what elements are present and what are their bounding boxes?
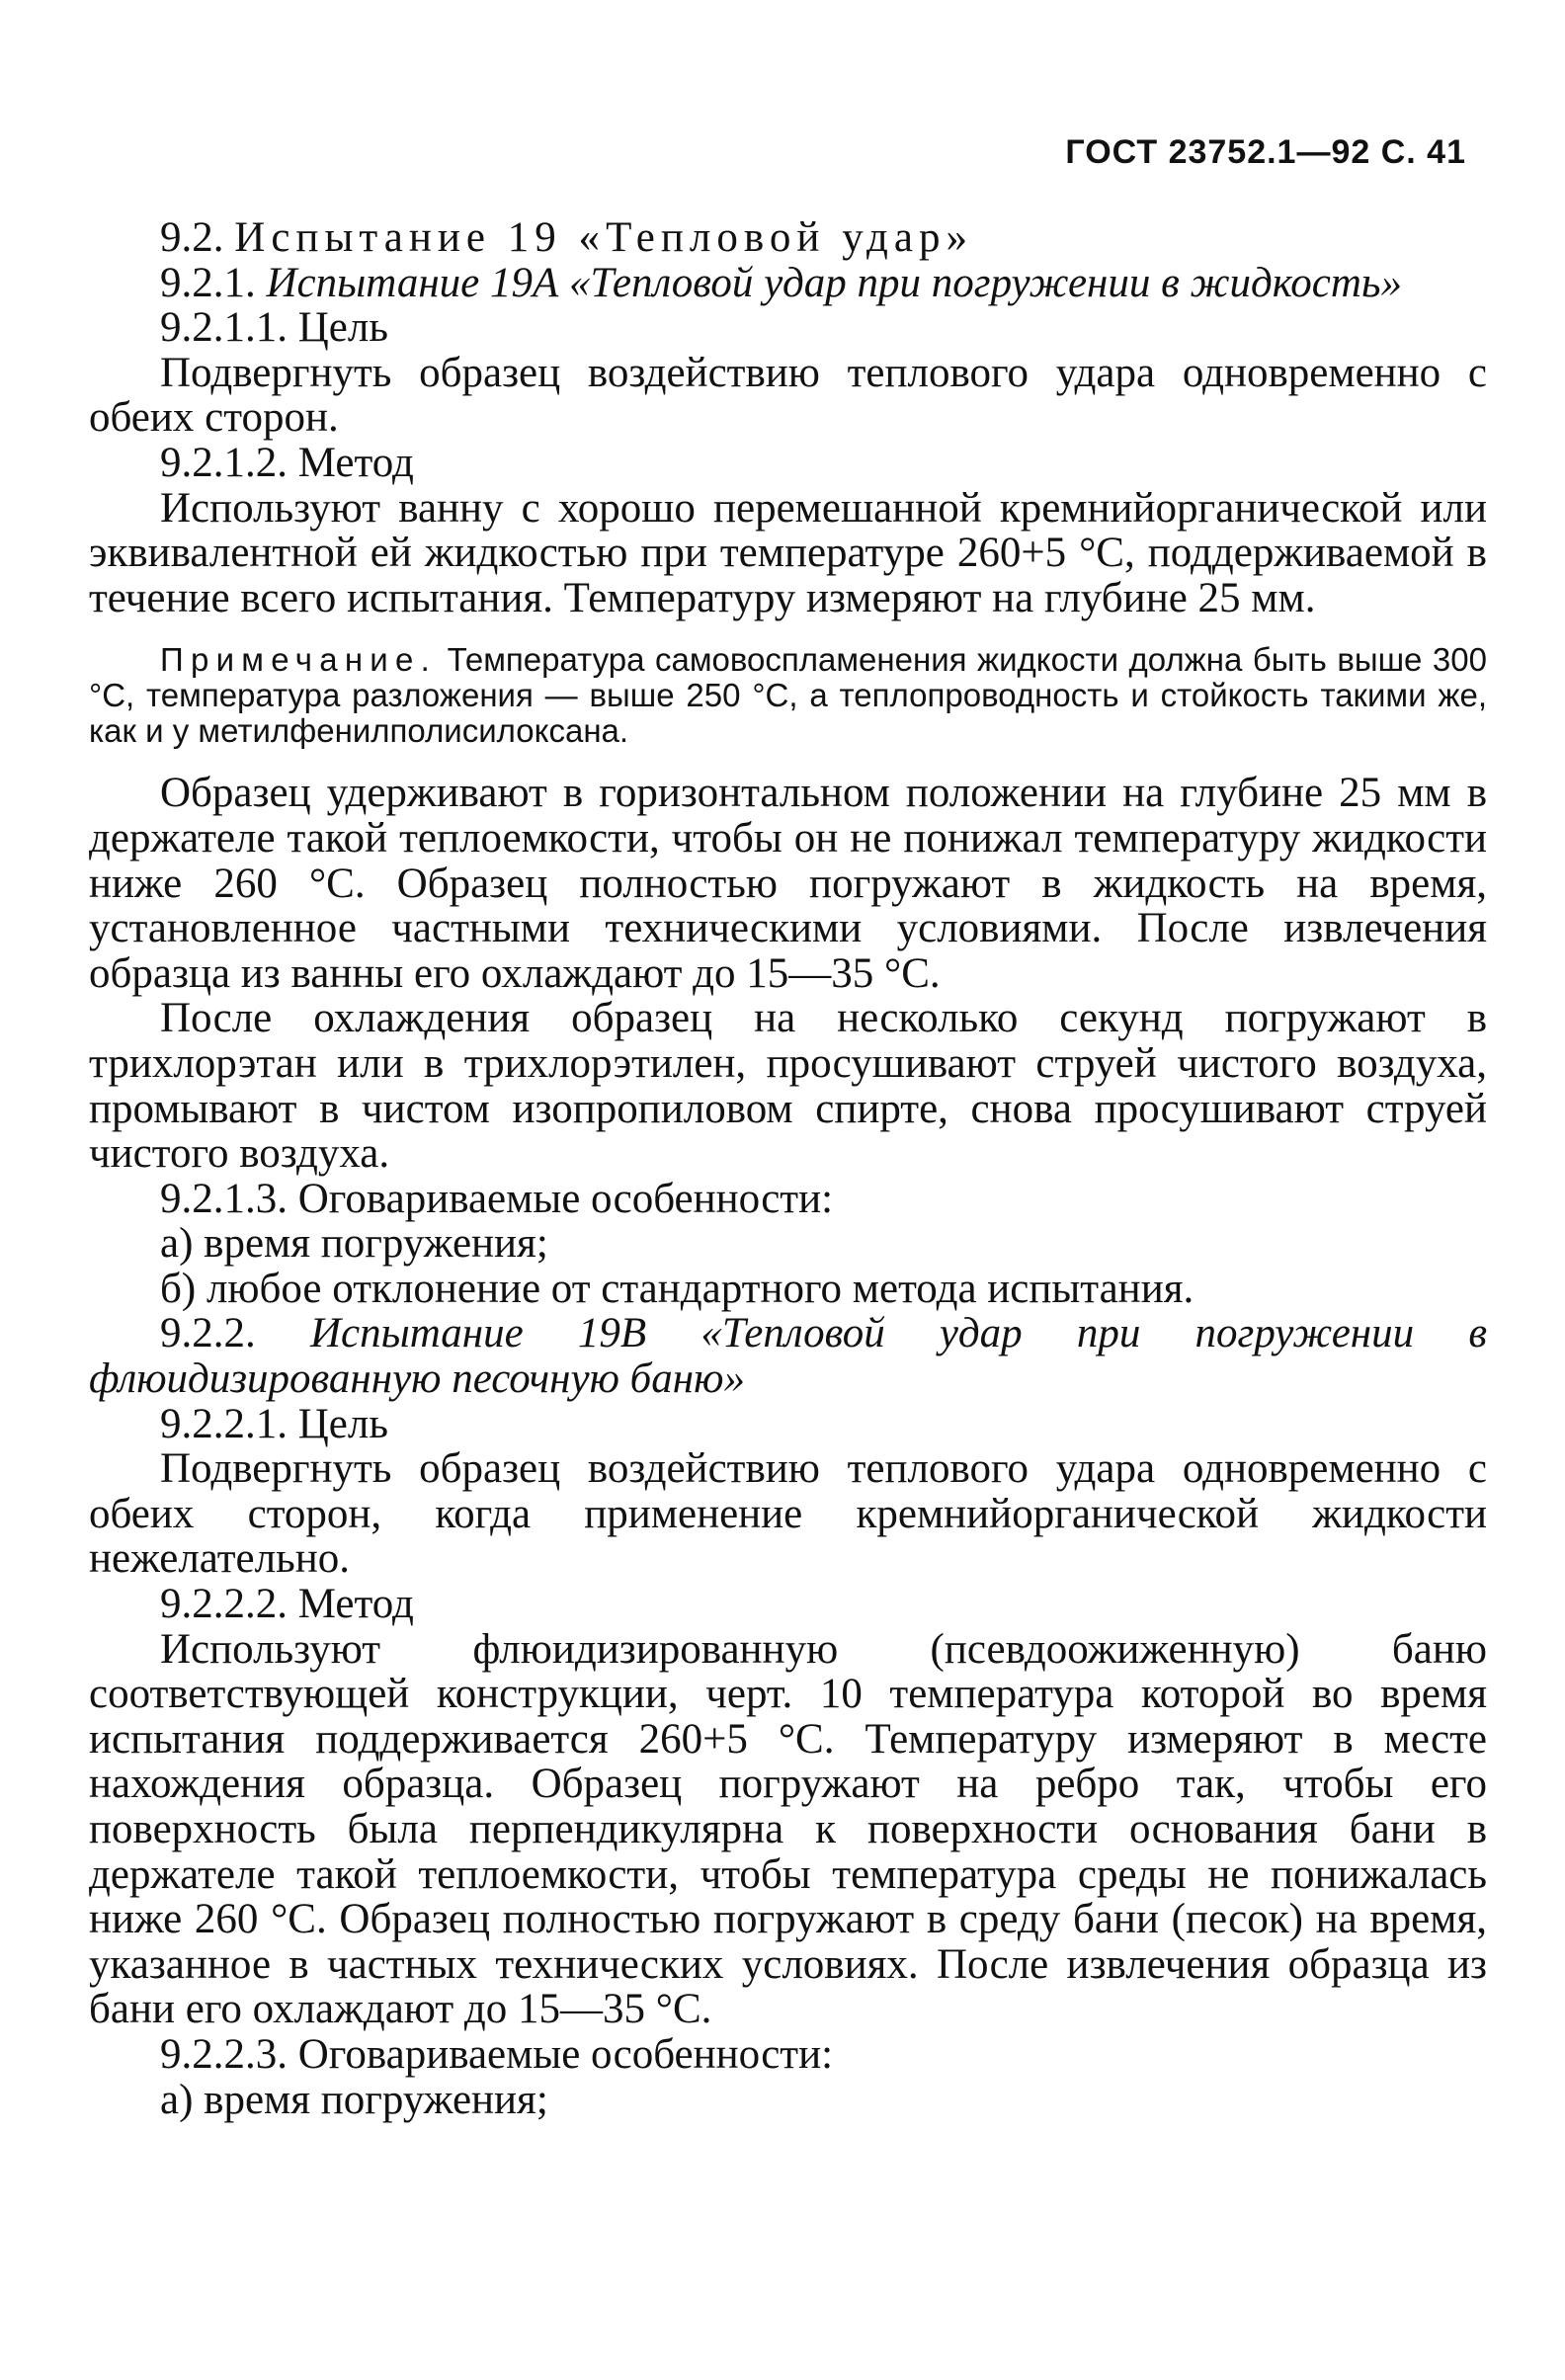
subsection-heading: 9.2.1.3. Оговариваемые особенности: [160, 1175, 834, 1222]
section-9-2-1-heading [89, 261, 1487, 306]
subsection-heading: 9.2.1.2. Метод [160, 439, 414, 486]
paragraph: Подвергнуть образец воздействию теплового удара одновременно с обеих сторон. [89, 349, 1487, 442]
note [89, 642, 1487, 749]
document-body [89, 215, 1487, 2122]
section-9-2-2-heading [89, 1311, 1487, 1401]
paragraph: После охлаждения образец на несколько секунд погружают в трихлорэтан или в трихлорэтилен, просушивают струей чистого воздуха, промывают в чистом изопропиловом спирте, снова просушивают струей чистого воздуха. [89, 995, 1487, 1178]
note-text: Температура самовоспламенения жидкости должна быть выше 300 °С, температура разложения — выше 250 °С, а теплопроводность и стойкость такими же, как и у метилфенилполисилоксана. [89, 641, 1487, 750]
paragraph: Используют флюидизированную (псевдоожиженную) баню соответствующей конструкции, черт. 10 температура которой во время испытания поддерживается 260+5 °С. Температуру измеряют в месте нахождения образца. Образец погружают на ребро так, чтобы его поверхность была перпендикулярна к поверхности основания бани в держателе такой теплоемкости, чтобы температура среды не понижалась ниже 260 °С. Образец полностью погружают в среду бани (песок) на время, указанное в частных технических условиях. После извлечения образца из бани его охлаждают до 15—35 °С. [89, 1625, 1487, 2033]
subsection-heading: 9.2.2.2. Метод [160, 1581, 414, 1628]
paragraph: Используют ванну с хорошо перемешанной кремнийорганической или эквивалентной ей жидкостью при температуре 260+5 °С, поддерживаемой в течение всего испытания. Температуру измеряют на глубине 25 мм. [89, 484, 1487, 621]
note-label: Примечание. [160, 641, 438, 679]
subsection-heading: 9.2.2.1. Цель [160, 1400, 388, 1447]
paragraph: Образец удерживают в горизонтальном положении на глубине 25 мм в держателе такой теплоемкости, чтобы он не понижал температуру жидкости ниже 260 °С. Образец полностью погружают в жидкость на время, установленное частными техническими условиями. После извлечения образца из ванны его охлаждают до 15—35 °С. [89, 770, 1487, 997]
section-number: 9.2.1. [160, 259, 256, 306]
page-header: ГОСТ 23752.1—92 С. 41 [1065, 133, 1466, 171]
section-title: Испытание 19А «Тепловой удар при погружении в жидкость» [266, 259, 1402, 306]
subsection-heading: 9.2.2.3. Оговариваемые особенности: [160, 2030, 834, 2078]
section-title: Испытание 19В «Тепловой удар при погружении в флюидизированную песочную баню» [89, 1310, 1488, 1403]
section-title: Испытание 19 «Тепловой удар» [234, 214, 974, 261]
paragraph: Подвергнуть образец воздействию теплового удара одновременно с обеих сторон, когда применение кремнийорганической жидкости нежелательно. [89, 1445, 1487, 1583]
section-number: 9.2.2. [160, 1310, 256, 1357]
list-item: а) время погружения; [160, 2076, 548, 2123]
list-item: а) время погружения; [160, 1220, 548, 1268]
section-number: 9.2. [160, 214, 224, 261]
list-item: б) любое отклонение от стандартного метода испытания. [160, 1265, 1194, 1312]
subsection-heading: 9.2.1.1. Цель [160, 304, 388, 352]
section-9-2-heading [89, 215, 1487, 261]
